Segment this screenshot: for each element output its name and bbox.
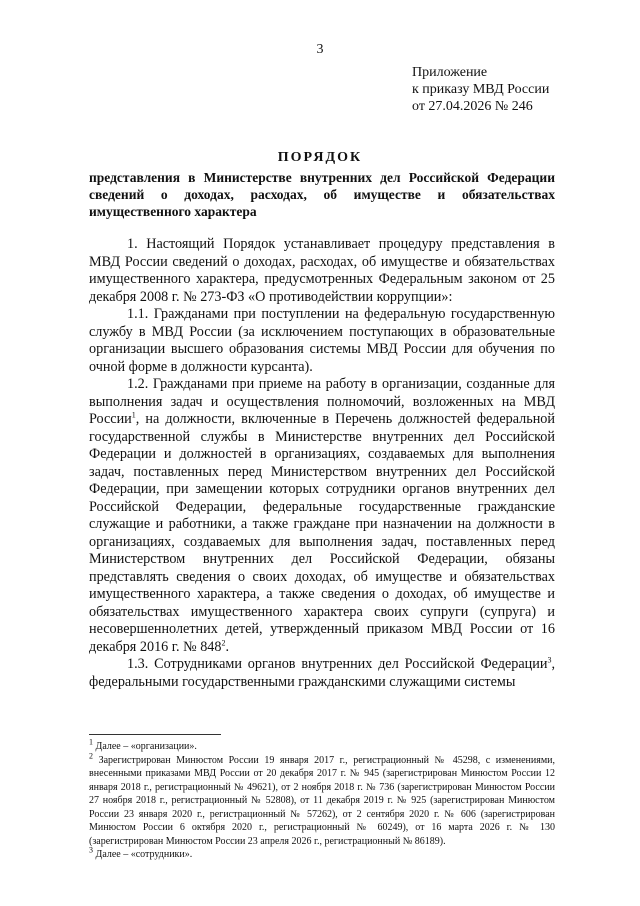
- appendix-header: [412, 64, 549, 115]
- appendix-order-line: к приказу МВД России: [412, 82, 550, 97]
- paragraph-1-2: [89, 376, 555, 656]
- document-body: [89, 236, 555, 691]
- paragraph-1-1: 1.1. Гражданами при поступлении на федеральную государственную службу в МВД России (за исключением поступающих в образовательные организации высшего образования системы МВД России для обучения по очной форме в должности курсанта).: [89, 306, 555, 375]
- footnote-3: [89, 845, 555, 862]
- footnote-text: Зарегистрирован Минюстом России 19 января 2017 г., регистрационный № 45298, с изменениями, внесенными приказами МВД России от 20 декабря 2017 г. № 945 (зарегистрирован Минюстом России 12 января 2018 г., регистрационный № 49621), от 2 ноября 2018 г. № 736 (зарегистрирован Минюстом России 27 ноября 2018 г., регистрационный № 52808), от 11 декабря 2019 г. № 925 (зарегистрирован Минюстом России 23 января 2020 г., регистрационный № 57262), от 2 сентября 2020 г. № 606 (зарегистрирован Минюстом России 6 октября 2020 г., регистрационный № 60249), от 16 марта 2026 г. № 130 (зарегистрирован Минюстом России 23 апреля 2026 г., регистрационный № 86189).: [89, 754, 555, 847]
- paragraph-text: , на должности, включенные в Перечень должностей федеральной государственной службы в Министерстве внутренних дел Российской Федерации и должностей в организациях, создаваемых для выполнения задач, поставленных перед Министерством внутренних дел Российской Федерации, при замещении которых сотрудники органов внутренних дел Российской Федерации, федеральные государственные гражданские служащие и работники, а также граждане при назначении на должности в организациях, создаваемых для выполнения задач, поставленных перед Министерством внутренних дел Российской Федерации, обязаны представлять сведения о своих доходах, об имуществе и обязательствах имущественного характера, а также сведения о доходах, об имуществе и обязательствах имущественного характера своих супруги (супруга) и несовершеннолетних детей, утвержденный приказом МВД России от 16 декабря 2016 г. № 848: [89, 411, 555, 655]
- footnote-text: Далее – «организации».: [93, 741, 197, 752]
- footnote-mark: 1: [89, 737, 93, 747]
- footnote-mark: 3: [89, 845, 93, 855]
- document-subtitle: представления в Министерстве внутренних дел Российской Федерации сведений о доходах, расходах, об имуществе и обязательствах имущественного характера: [89, 170, 555, 219]
- document-title: ПОРЯДОК: [277, 150, 363, 165]
- appendix-line: Приложение: [412, 65, 488, 80]
- paragraph-1: 1. Настоящий Порядок устанавливает процедуру представления в МВД России сведений о доходах, расходах, об имуществе и обязательствах имущественного характера, предусмотренных Федеральным законом от 25 декабря 2008 г. № 273-ФЗ «О противодействии коррупции»:: [89, 236, 555, 305]
- appendix-date-line: от 27.04.2026 № 246: [412, 99, 533, 114]
- paragraph-text: 1.2. Гражданами при приеме на работу в организации, созданные для выполнения задач и осуществления полномочий, возложенных на МВД России: [89, 376, 555, 427]
- footnote-1: [89, 737, 555, 754]
- footnote-ref-3: 3: [547, 655, 552, 665]
- footnote-mark: 2: [89, 751, 93, 761]
- footnotes: [89, 737, 555, 862]
- paragraph-text: , федеральными государственными гражданскими служащими системы: [89, 656, 555, 690]
- footnote-ref-1: 1: [131, 410, 136, 420]
- footnote-text: Далее – «сотрудники».: [93, 849, 193, 860]
- footnote-ref-2: 2: [221, 637, 226, 647]
- paragraph-1-3: [89, 656, 555, 691]
- footnote-separator: [89, 734, 221, 735]
- page-number: 3: [316, 42, 324, 57]
- footnote-2: [89, 751, 555, 849]
- paragraph-text: 1.3. Сотрудниками органов внутренних дел Российской Федерации: [127, 656, 548, 672]
- paragraph-text: .: [225, 638, 230, 655]
